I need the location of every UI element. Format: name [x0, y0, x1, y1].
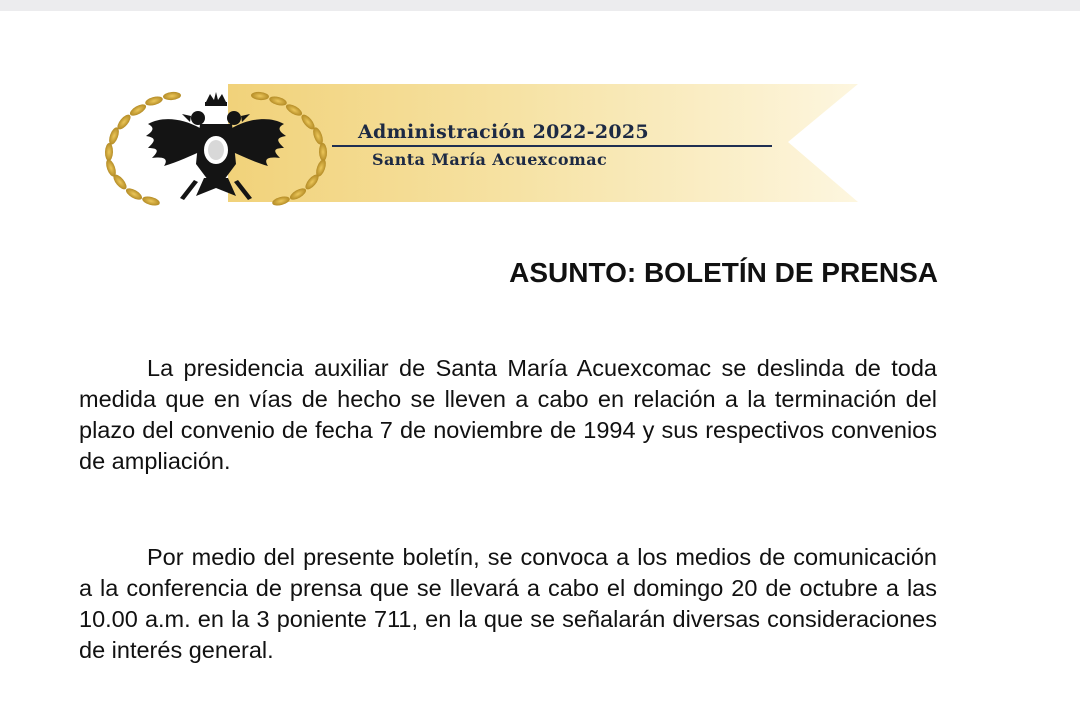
- document-subject: ASUNTO: BOLETÍN DE PRENSA: [509, 257, 938, 288]
- locality-name: Santa María Acuexcomac: [372, 150, 608, 169]
- viewer-top-bar: [0, 0, 1080, 11]
- double-headed-eagle-emblem-icon: [96, 84, 336, 214]
- paragraph-disclaimer: La presidencia auxiliar de Santa María Acuexcomac se deslinda de toda medida que en vías de hecho se lleven a cabo en relación a la terminación del plazo del convenio de fecha 7 de noviembre de 1994 y sus respectivos convenios de ampliación.: [79, 355, 937, 474]
- administration-period: Administración 2022-2025: [358, 121, 649, 143]
- paragraph-press-conference: Por medio del presente boletín, se convoca a los medios de comunicación a la conferencia de prensa que se llevará a cabo el domingo 20 de octubre a las 10.00 a.m. en la 3 poniente 711, en la que se señalarán diversas consideraciones de interés general.: [79, 544, 937, 663]
- header-divider: [332, 145, 772, 147]
